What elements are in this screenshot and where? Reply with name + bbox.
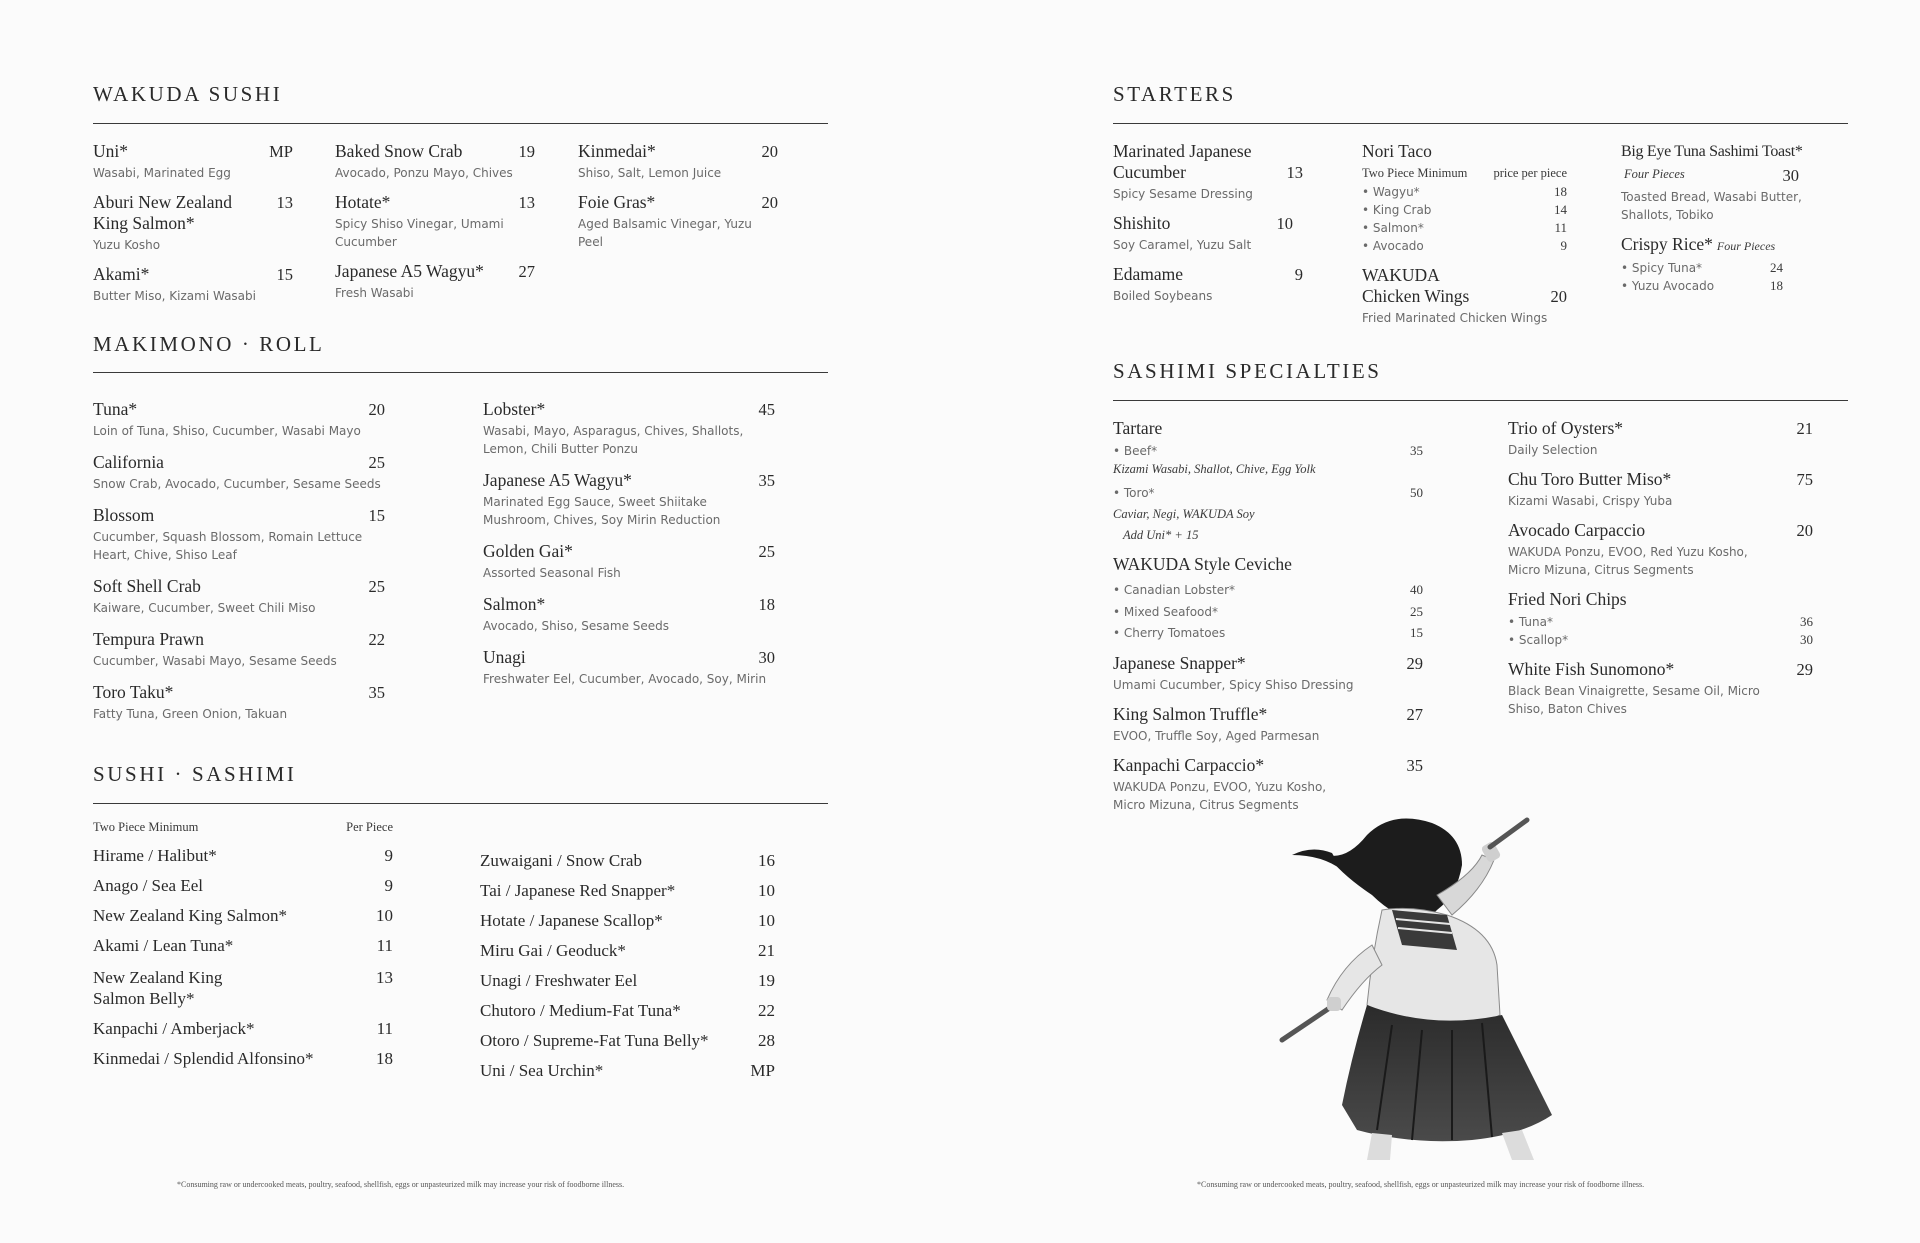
item-price: 25 [368, 577, 385, 596]
makimono-column-1 [93, 399, 385, 733]
menu-item [93, 399, 385, 440]
option-row [1362, 237, 1567, 255]
option-row [1621, 259, 1783, 277]
item-name: California [93, 452, 164, 472]
menu-item [483, 541, 775, 582]
menu-item [93, 1048, 393, 1069]
item-name: Nori Taco [1362, 141, 1432, 161]
item-name: Hotate / Japanese Scallop* [480, 911, 663, 930]
option-label: • Toro* [1113, 486, 1155, 500]
option-price: 36 [1800, 614, 1813, 629]
item-price: 45 [758, 400, 775, 419]
option-price: 50 [1410, 485, 1423, 500]
item-price: 19 [758, 971, 775, 990]
item-description: Shiso, Salt, Lemon Juice [578, 166, 722, 180]
menu-item [1508, 418, 1813, 459]
item-description: Butter Miso, Kizami Wasabi [93, 289, 256, 303]
item-price: 29 [1406, 654, 1423, 673]
menu-item [578, 192, 778, 251]
item-price: 20 [761, 193, 778, 212]
item-name: Tartare [1113, 418, 1163, 438]
menu-item [93, 576, 385, 617]
item-name: Marinated Japanese Cucumber [1113, 141, 1252, 182]
item-name: Otoro / Supreme-Fat Tuna Belly* [480, 1031, 709, 1050]
item-name: Tuna* [93, 399, 138, 419]
item-description: Spicy Sesame Dressing [1113, 187, 1253, 201]
item-name: New Zealand King Salmon Belly* [93, 968, 223, 1008]
item-name: Tempura Prawn [93, 629, 205, 649]
wakuda-sushi-column-3 [578, 141, 778, 261]
menu-item [1508, 659, 1813, 718]
option-label: • Spicy Tuna* [1621, 261, 1703, 275]
item-name: Fried Nori Chips [1508, 589, 1627, 609]
menu-item-nori-taco [1362, 141, 1567, 255]
add-uni-note: Add Uni* + 15 [1123, 528, 1199, 542]
allergy-footnote: *Consuming raw or undercooked meats, poultry, seafood, shellfish, eggs or unpasteurized milk may increase your risk of foodborne illness. [177, 1180, 625, 1189]
option-note: Caviar, Negi, WAKUDA Soy [1113, 507, 1255, 521]
item-description: Avocado, Shiso, Sesame Seeds [483, 619, 670, 633]
menu-item [1113, 704, 1423, 745]
item-price: 75 [1796, 470, 1813, 489]
menu-item [483, 399, 775, 458]
menu-item [480, 1060, 775, 1081]
item-name: Chu Toro Butter Miso* [1508, 469, 1672, 489]
item-name: Lobster* [483, 399, 546, 419]
option-label: • Wagyu* [1362, 185, 1420, 199]
item-price: 18 [376, 1049, 393, 1068]
item-name: Big Eye Tuna Sashimi Toast* [1621, 143, 1803, 160]
item-price: 11 [376, 1019, 393, 1038]
item-description: Wasabi, Marinated Egg [93, 166, 231, 180]
section-title-wakuda-sushi: WAKUDA SUSHI [93, 82, 283, 106]
menu-item [335, 192, 535, 251]
option-price: 24 [1770, 260, 1783, 275]
section-divider [93, 372, 828, 373]
two-piece-minimum-note: Two Piece Minimum [93, 820, 199, 834]
item-price: 35 [1406, 756, 1423, 775]
menu-item [93, 875, 393, 896]
menu-item [1621, 141, 1821, 224]
item-name: Kanpachi / Amberjack* [93, 1019, 255, 1038]
option-row [1113, 623, 1423, 643]
samurai-girl-photo [1272, 815, 1612, 1160]
menu-item [1113, 653, 1423, 694]
price-per-piece-note: price per piece [1493, 166, 1567, 180]
item-description: Freshwater Eel, Cucumber, Avocado, Soy, Mirin [483, 672, 767, 686]
item-name: Anago / Sea Eel [93, 876, 203, 895]
item-name: Akami / Lean Tuna* [93, 936, 234, 955]
item-price: MP [269, 142, 293, 161]
option-label: • Scallop* [1508, 633, 1569, 647]
item-description: Black Bean Vinaigrette, Sesame Oil, Micro Shiso, Baton Chives [1508, 684, 1760, 716]
item-price: 18 [758, 595, 775, 614]
item-price: 27 [1406, 705, 1423, 724]
menu-item [93, 192, 293, 254]
item-name: Japanese A5 Wagyu* [335, 261, 484, 281]
sashimi-specialties-column-2 [1508, 418, 1813, 728]
item-name: Japanese Snapper* [1113, 653, 1246, 673]
option-price: 11 [1554, 220, 1567, 235]
menu-item [1508, 469, 1813, 510]
item-price: 13 [1286, 163, 1303, 182]
item-name: Hirame / Halibut* [93, 846, 217, 865]
item-price: 25 [368, 453, 385, 472]
item-price: MP [750, 1061, 775, 1080]
item-description: Fresh Wasabi [335, 286, 414, 300]
item-name: Chutoro / Medium-Fat Tuna* [480, 1001, 681, 1020]
option-price: 9 [1560, 238, 1567, 253]
item-description: Wasabi, Mayo, Asparagus, Chives, Shallots, Lemon, Chili Butter Ponzu [483, 424, 744, 456]
option-label: • Beef* [1113, 444, 1158, 458]
menu-item [93, 505, 385, 564]
item-price: 20 [761, 142, 778, 161]
option-row [1508, 631, 1813, 649]
option-label: • Canadian Lobster* [1113, 583, 1236, 597]
item-price: 27 [518, 262, 535, 281]
item-name: WAKUDA Style Ceviche [1113, 554, 1292, 574]
item-name: Soft Shell Crab [93, 576, 201, 596]
menu-item-crispy-rice [1621, 234, 1821, 295]
menu-item [480, 1030, 775, 1051]
option-label: • King Crab [1362, 203, 1432, 217]
item-description: Loin of Tuna, Shiso, Cucumber, Wasabi Mayo [93, 424, 361, 438]
item-name: Baked Snow Crab [335, 141, 463, 161]
menu-item [1113, 755, 1423, 814]
menu-item [480, 850, 775, 871]
allergy-footnote: *Consuming raw or undercooked meats, poultry, seafood, shellfish, eggs or unpasteurized milk may increase your risk of foodborne illness. [1197, 1180, 1645, 1189]
item-name: King Salmon Truffle* [1113, 704, 1268, 724]
menu-item [578, 141, 778, 182]
option-price: 35 [1410, 443, 1423, 458]
item-price: 21 [1796, 419, 1813, 438]
item-price: 19 [518, 142, 535, 161]
item-name: WAKUDA Chicken Wings [1362, 265, 1470, 306]
menu-item [1362, 265, 1567, 327]
item-name: Unagi [483, 647, 526, 667]
item-note: Four Pieces [1716, 239, 1776, 253]
item-description: Umami Cucumber, Spicy Shiso Dressing [1113, 678, 1354, 692]
sashimi-specialties-column-1 [1113, 418, 1423, 824]
menu-item [1113, 141, 1303, 203]
item-description: Cucumber, Wasabi Mayo, Sesame Seeds [93, 654, 337, 668]
item-name: Kanpachi Carpaccio* [1113, 755, 1265, 775]
item-description: WAKUDA Ponzu, EVOO, Red Yuzu Kosho, Micro Mizuna, Citrus Segments [1508, 545, 1748, 577]
menu-item [335, 141, 535, 182]
item-price: 25 [758, 542, 775, 561]
menu-item [480, 940, 775, 961]
item-price: 28 [758, 1031, 775, 1050]
menu-item [483, 470, 775, 529]
item-name: Golden Gai* [483, 541, 573, 561]
starters-column-3 [1621, 141, 1821, 305]
item-price: 20 [368, 400, 385, 419]
menu-item [93, 141, 293, 182]
menu-item [483, 594, 775, 635]
item-description: Kizami Wasabi, Crispy Yuba [1508, 494, 1673, 508]
item-price: 29 [1796, 660, 1813, 679]
sushi-sashimi-column-2 [480, 850, 775, 1090]
item-name: Unagi / Freshwater Eel [480, 971, 638, 990]
item-price: 10 [1276, 214, 1293, 233]
menu-item [93, 629, 385, 670]
menu-item [1113, 264, 1303, 305]
item-price: 10 [758, 881, 775, 900]
menu-item [1508, 520, 1813, 579]
option-price: 40 [1410, 582, 1423, 597]
option-label: • Mixed Seafood* [1113, 605, 1219, 619]
item-description: Toasted Bread, Wasabi Butter, Shallots, Tobiko [1621, 190, 1802, 222]
item-name: Trio of Oysters* [1508, 418, 1624, 438]
item-name: Blossom [93, 505, 155, 525]
item-price: 10 [376, 906, 393, 925]
option-row [1362, 183, 1567, 201]
item-price: 22 [758, 1001, 775, 1020]
item-price: 30 [758, 648, 775, 667]
option-label: • Salmon* [1362, 221, 1424, 235]
section-title-starters: STARTERS [1113, 82, 1236, 106]
menu-item [93, 682, 385, 723]
item-name: Kinmedai* [578, 141, 656, 161]
item-price: 16 [758, 851, 775, 870]
option-price: 18 [1770, 278, 1783, 293]
item-price: 35 [758, 471, 775, 490]
item-description: Spicy Shiso Vinegar, Umami Cucumber [335, 217, 504, 249]
item-name: Japanese A5 Wagyu* [483, 470, 632, 490]
item-description: Fatty Tuna, Green Onion, Takuan [93, 707, 288, 721]
item-name: Salmon* [483, 594, 546, 614]
item-description: Yuzu Kosho [93, 238, 161, 252]
item-note: Four Pieces [1624, 167, 1685, 181]
item-price: 15 [276, 265, 293, 284]
option-row [1362, 219, 1567, 237]
item-price: 21 [758, 941, 775, 960]
option-price: 15 [1410, 625, 1423, 640]
item-description: Daily Selection [1508, 443, 1598, 457]
item-description: EVOO, Truffle Soy, Aged Parmesan [1113, 729, 1320, 743]
left-menu-page [93, 0, 828, 1243]
item-name: Edamame [1113, 264, 1183, 284]
option-row [1113, 601, 1423, 623]
menu-item [93, 845, 393, 866]
item-price: 9 [1294, 265, 1303, 284]
menu-item [93, 452, 385, 493]
option-price: 14 [1554, 202, 1567, 217]
wakuda-sushi-column-1 [93, 141, 293, 315]
option-label: • Yuzu Avocado [1621, 279, 1715, 293]
two-piece-minimum-note: Two Piece Minimum [1362, 166, 1468, 180]
option-price: 18 [1554, 184, 1567, 199]
section-title-sushi-sashimi: SUSHI · SASHIMI [93, 762, 297, 786]
item-description: Soy Caramel, Yuzu Salt [1113, 238, 1252, 252]
item-price: 9 [384, 846, 393, 865]
starters-column-2 [1362, 141, 1567, 337]
item-description: Fried Marinated Chicken Wings [1362, 311, 1548, 325]
menu-item [1113, 213, 1303, 254]
item-name: Shishito [1113, 213, 1171, 233]
option-label: • Cherry Tomatoes [1113, 626, 1226, 640]
item-price: 13 [276, 193, 293, 212]
menu-item [93, 935, 393, 956]
item-price: 15 [368, 506, 385, 525]
item-price: 11 [376, 936, 393, 955]
item-price: 30 [1782, 166, 1799, 185]
item-description: WAKUDA Ponzu, EVOO, Yuzu Kosho, Micro Mizuna, Citrus Segments [1113, 780, 1327, 812]
item-description: Snow Crab, Avocado, Cucumber, Sesame Seeds [93, 477, 381, 491]
item-name: Aburi New Zealand King Salmon* [93, 192, 232, 233]
item-description: Cucumber, Squash Blossom, Romain Lettuce Heart, Chive, Shiso Leaf [93, 530, 363, 562]
menu-item-tartare [1113, 418, 1423, 544]
starters-column-1 [1113, 141, 1303, 315]
section-title-makimono-roll: MAKIMONO · ROLL [93, 332, 325, 356]
item-name: White Fish Sunomono* [1508, 659, 1675, 679]
menu-item [335, 261, 535, 302]
menu-item-ceviche [1113, 554, 1423, 643]
item-name: Toro Taku* [93, 682, 174, 702]
menu-item [93, 967, 393, 1009]
item-name: Miru Gai / Geoduck* [480, 941, 626, 960]
item-name: Zuwaigani / Snow Crab [480, 851, 642, 870]
item-description: Avocado, Ponzu Mayo, Chives [335, 166, 513, 180]
item-name: Uni / Sea Urchin* [480, 1061, 604, 1080]
item-price: 20 [1550, 287, 1567, 306]
option-note: Kizami Wasabi, Shallot, Chive, Egg Yolk [1113, 462, 1316, 476]
item-name: Uni* [93, 141, 128, 161]
item-description: Aged Balsamic Vinegar, Yuzu Peel [578, 217, 752, 249]
item-name: New Zealand King Salmon* [93, 906, 288, 925]
section-divider [1113, 123, 1848, 124]
menu-item [93, 1018, 393, 1039]
menu-item [480, 1000, 775, 1021]
option-row [1621, 277, 1783, 295]
option-label: • Tuna* [1508, 615, 1553, 629]
item-name: Hotate* [335, 192, 391, 212]
item-price: 35 [368, 683, 385, 702]
menu-item [480, 880, 775, 901]
option-row [1113, 442, 1423, 460]
item-description: Marinated Egg Sauce, Sweet Shiitake Mushroom, Chives, Soy Mirin Reduction [483, 495, 721, 527]
item-price: 13 [376, 968, 393, 987]
item-price: 9 [384, 876, 393, 895]
makimono-column-2 [483, 399, 775, 698]
item-price: 22 [368, 630, 385, 649]
menu-item-fried-nori-chips [1508, 589, 1813, 649]
item-price: 13 [518, 193, 535, 212]
item-name: Tai / Japanese Red Snapper* [480, 881, 676, 900]
option-row [1113, 484, 1423, 502]
menu-item [93, 264, 293, 305]
section-title-sashimi-specialties: SASHIMI SPECIALTIES [1113, 359, 1382, 383]
item-description: Boiled Soybeans [1113, 289, 1213, 303]
item-name: Akami* [93, 264, 150, 284]
item-description: Kaiware, Cucumber, Sweet Chili Miso [93, 601, 316, 615]
section-divider [1113, 400, 1848, 401]
option-price: 30 [1800, 632, 1813, 647]
wakuda-sushi-column-2 [335, 141, 535, 312]
section-divider [93, 803, 828, 804]
option-row [1508, 613, 1813, 631]
sushi-sashimi-column-1 [93, 820, 393, 1078]
option-price: 25 [1410, 604, 1423, 619]
menu-item [480, 910, 775, 931]
item-name: Avocado Carpaccio [1508, 520, 1646, 540]
per-piece-note: Per Piece [346, 820, 393, 834]
item-price: 10 [758, 911, 775, 930]
menu-item [93, 905, 393, 926]
option-label: • Avocado [1362, 239, 1424, 253]
item-name: Crispy Rice* [1621, 234, 1713, 254]
item-price: 20 [1796, 521, 1813, 540]
option-row [1362, 201, 1567, 219]
item-name: Foie Gras* [578, 192, 656, 212]
menu-item [480, 970, 775, 991]
option-row [1113, 579, 1423, 601]
item-name: Kinmedai / Splendid Alfonsino* [93, 1049, 314, 1068]
item-description: Assorted Seasonal Fish [483, 566, 621, 580]
section-divider [93, 123, 828, 124]
menu-item [483, 647, 775, 688]
